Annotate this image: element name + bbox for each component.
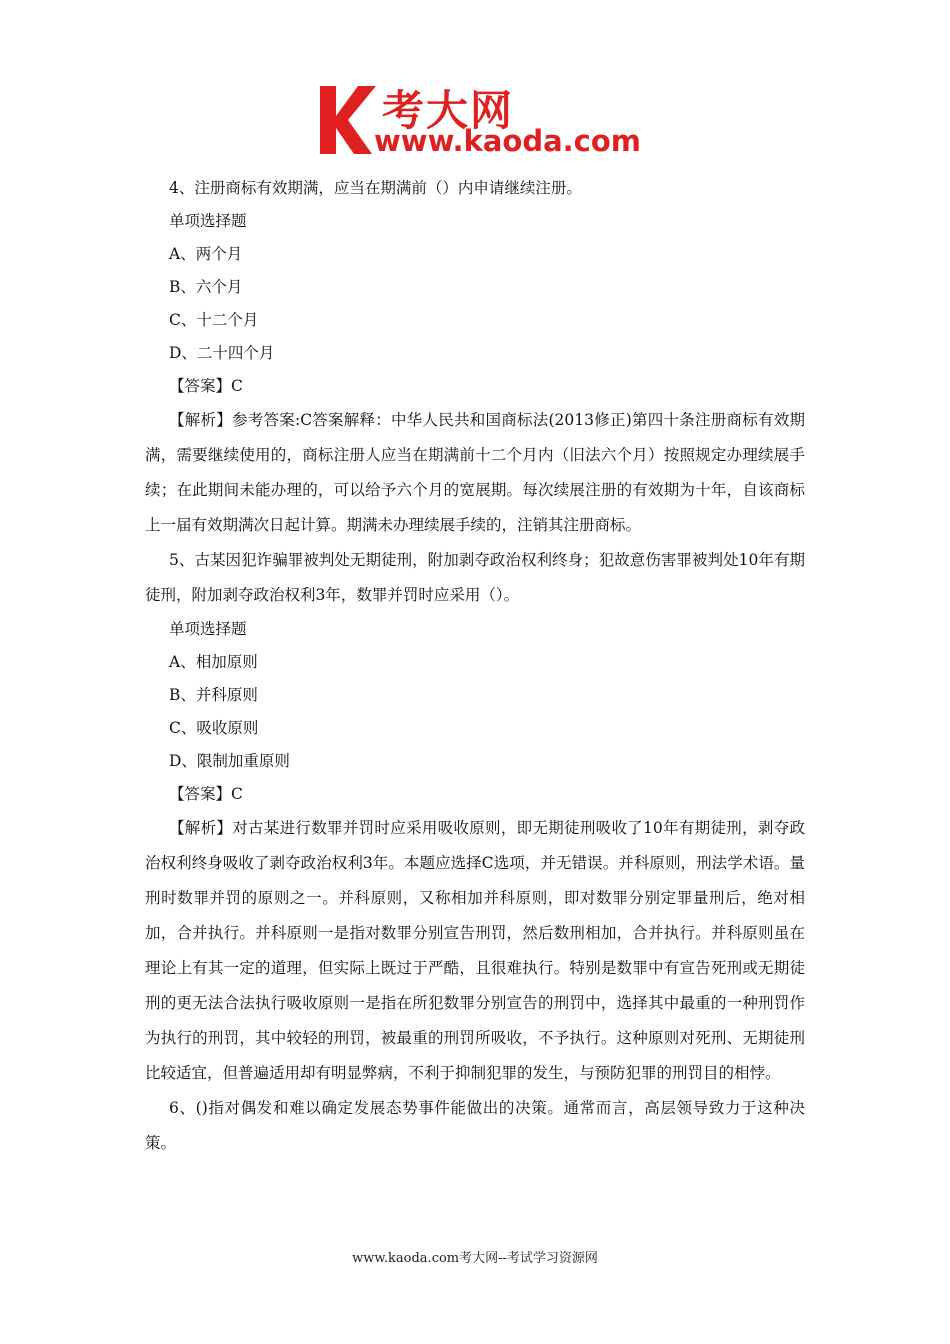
q4-stem: 4、注册商标有效期满，应当在期满前（）内申请继续注册。 xyxy=(169,179,582,197)
q5-answer: 【答案】C xyxy=(169,785,243,803)
q5-analysis: 【解析】对古某进行数罪并罚时应采用吸收原则，即无期徒刑吸收了10年有期徒刑，剥夺政治权利终身吸收了剥夺政治权利3年。本题应选择C选项，并无错误。并科原则，刑法学术语。量刑时数罪并罚的原则之一。并科原则，又称相加并科原则，即对数罪分别定罪量刑后，绝对相加，合并执行。并科原则一是指对数罪分别宣告刑罚，然后数刑相加，合并执行。并科原则虽在理论上有其一定的道理，但实际上既过于严酷，且很难执行。特别是数罪中有宣告死刑或无期徒刑的更无法合法执行吸收原则一是指在所犯数罪分别宣告的刑罚中，选择其中最重的一种刑罚作为执行的刑罚，其中较轻的刑罚，被最重的刑罚所吸收，不予执行。这种原则对死刑、无期徒刑比较适宜，但普遍适用却有明显弊病，不利于抑制犯罪的发生，与预防犯罪的刑罚目的相悖。 xyxy=(145,819,805,1082)
document-body xyxy=(145,172,805,1161)
page-footer: www.kaoda.com考大网--考试学习资源网 xyxy=(352,1251,598,1266)
q4-option-d: D、二十四个月 xyxy=(169,344,275,362)
k-logo-icon xyxy=(316,82,378,158)
q4-option-b: B、六个月 xyxy=(169,278,243,296)
q4-analysis: 【解析】参考答案:C答案解释：中华人民共和国商标法(2013修正)第四十条注册商标有效期满，需要继续使用的，商标注册人应当在期满前十二个月内（旧法六个月）按照规定办理续展手续；在此期间未能办理的，可以给予六个月的宽展期。每次续展注册的有效期为十年，自该商标上一届有效期满次日起计算。期满未办理续展手续的，注销其注册商标。 xyxy=(145,411,805,534)
logo-url: www.kaoda.com xyxy=(374,124,641,158)
q5-option-a: A、相加原则 xyxy=(169,653,258,671)
q6-stem: 6、()指对偶发和难以确定发展态势事件能做出的决策。通常而言，高层领导致力于这种决策。 xyxy=(145,1099,805,1152)
q4-type: 单项选择题 xyxy=(169,212,247,230)
kaoda-logo xyxy=(316,78,646,164)
q5-option-b: B、并科原则 xyxy=(169,686,258,704)
q5-stem: 5、古某因犯诈骗罪被判处无期徒刑，附加剥夺政治权利终身；犯故意伤害罪被判处10年有期徒刑，附加剥夺政治权利3年，数罪并罚时应采用（）。 xyxy=(145,551,805,604)
q4-option-a: A、两个月 xyxy=(169,245,243,263)
q5-type: 单项选择题 xyxy=(169,620,247,638)
q5-option-c: C、吸收原则 xyxy=(169,719,259,737)
q5-option-d: D、限制加重原则 xyxy=(169,752,290,770)
logo-cn-name: 考大网 xyxy=(382,86,515,135)
q4-answer: 【答案】C xyxy=(169,377,243,395)
q4-option-c: C、十二个月 xyxy=(169,311,259,329)
